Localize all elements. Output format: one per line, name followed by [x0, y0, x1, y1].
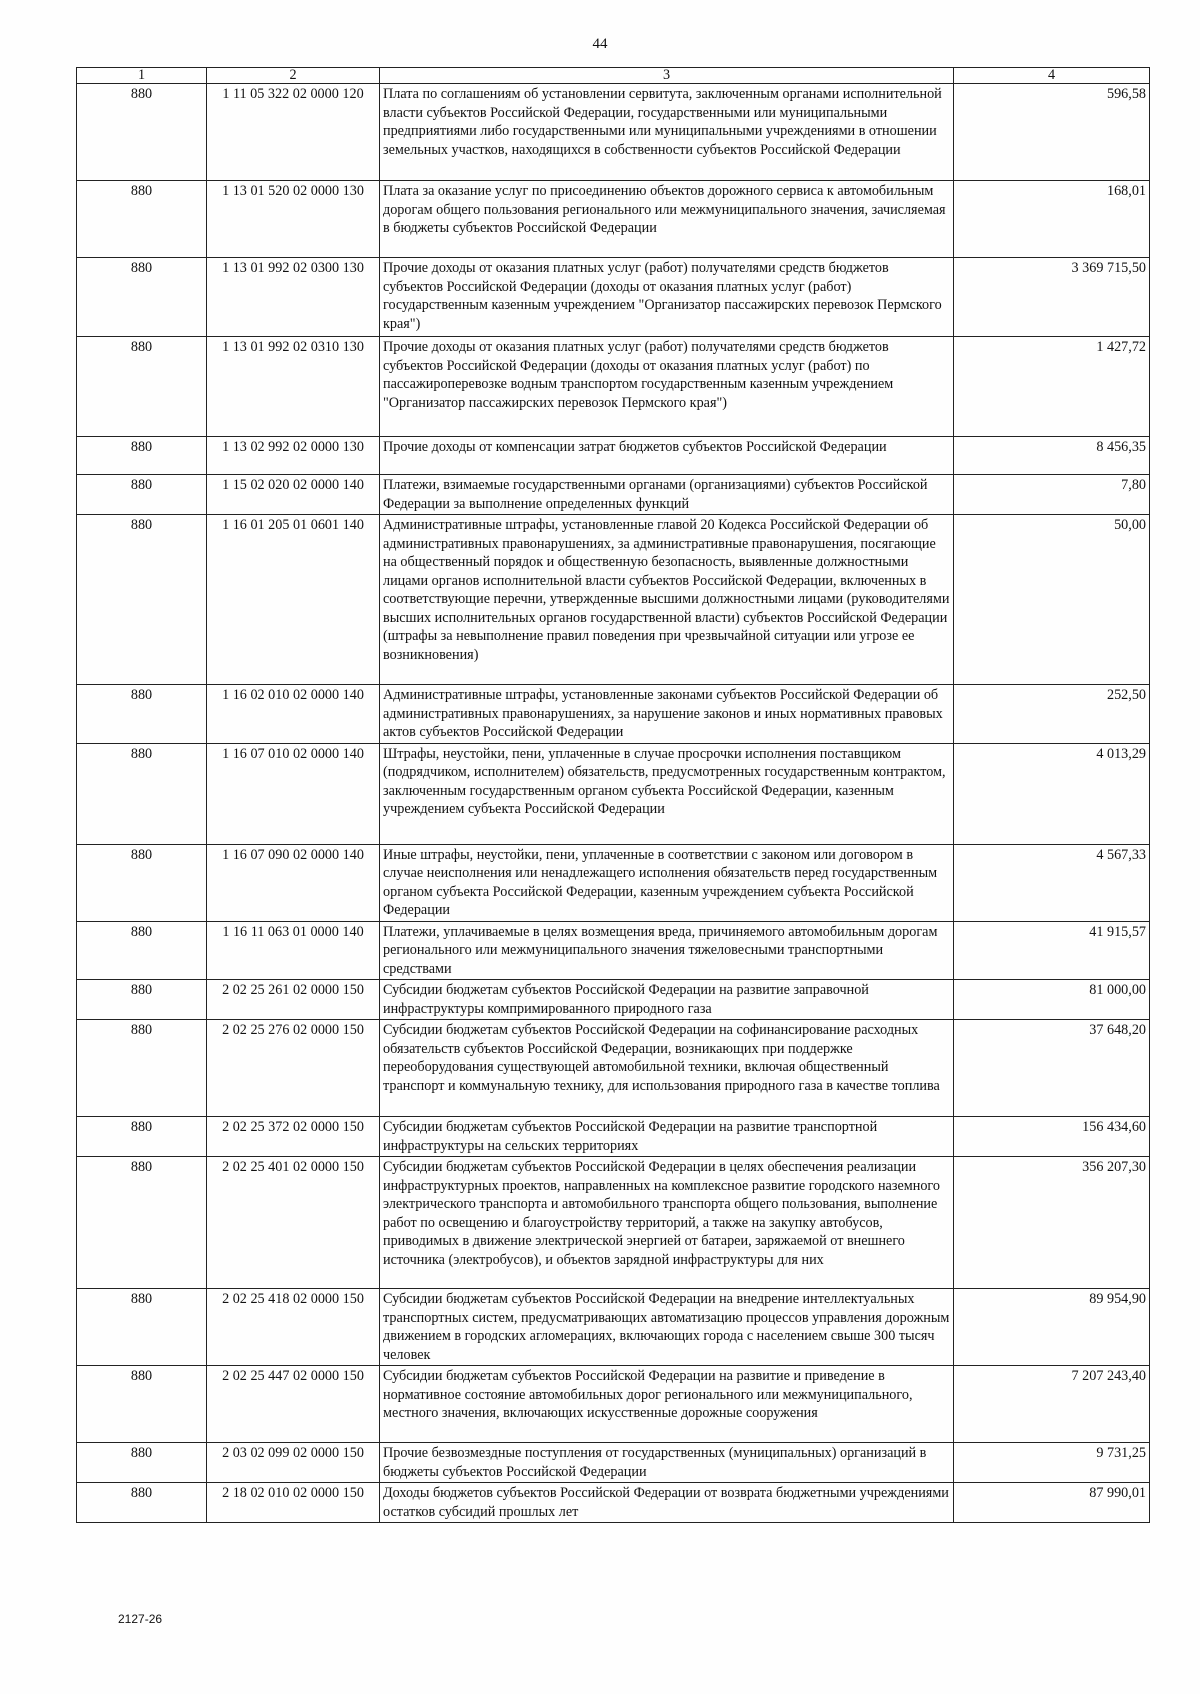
amount-cell: 1 427,72 — [954, 337, 1150, 437]
table-row — [77, 181, 1150, 258]
revenue-name-cell: Субсидии бюджетам субъектов Российской Федерации на софинансирование расходных обязательств субъектов Российской Федерации, возникающих при поддержке переоборудования существующей автомобильной техники, включая общественный транспорт и коммунальную технику, для использования природного газа в качестве топлива — [380, 1020, 954, 1117]
amount-cell: 156 434,60 — [954, 1117, 1150, 1157]
revenue-name-cell: Субсидии бюджетам субъектов Российской Федерации на развитие и приведение в нормативное состояние автомобильных дорог регионального или межмуниципального, местного значения, включающих искусственные дорожные сооружения — [380, 1366, 954, 1443]
table-row — [77, 844, 1150, 921]
admin-code-cell: 880 — [77, 437, 207, 475]
amount-cell: 8 456,35 — [954, 437, 1150, 475]
revenue-name-cell: Платежи, уплачиваемые в целях возмещения вреда, причиняемого автомобильным дорогам регионального или межмуниципального значения тяжеловесными транспортными средствами — [380, 921, 954, 980]
table-row — [77, 84, 1150, 181]
admin-code-cell: 880 — [77, 1443, 207, 1483]
table-row — [77, 475, 1150, 515]
amount-cell: 89 954,90 — [954, 1289, 1150, 1366]
admin-code-cell: 880 — [77, 844, 207, 921]
amount-cell: 81 000,00 — [954, 980, 1150, 1020]
budget-code-cell: 1 13 01 992 02 0310 130 — [207, 337, 380, 437]
table-row — [77, 1483, 1150, 1523]
table-row — [77, 1289, 1150, 1366]
admin-code-cell: 880 — [77, 1289, 207, 1366]
revenue-name-cell: Штрафы, неустойки, пени, уплаченные в случае просрочки исполнения поставщиком (подрядчиком, исполнителем) обязательств, предусмотренных государственным контрактом, заключенным государственным органом субъекта Российской Федерации, казенным учреждением субъекта Российской Федерации — [380, 743, 954, 844]
budget-code-cell: 1 15 02 020 02 0000 140 — [207, 475, 380, 515]
footer-code: 2127-26 — [118, 1612, 163, 1626]
revenue-name-cell: Субсидии бюджетам субъектов Российской Федерации в целях обеспечения реализации инфраструктурных проектов, направленных на комплексное развитие городского наземного электрического транспорта и автомобильного транспорта общего пользования, выполнение работ по освещению и благоустройству территорий, а также на закупку автобусов, приводимых в движение электрической энергией от батареи, заряжаемой от внешнего источника (электробусов), и объектов зарядной инфраструктуры для них — [380, 1157, 954, 1289]
revenue-name-cell: Прочие доходы от оказания платных услуг (работ) получателями средств бюджетов субъектов Российской Федерации (доходы от оказания платных услуг (работ) государственным казенным учреждением "Организатор пассажирских перевозок Пермского края") — [380, 258, 954, 337]
header-col-1: 1 — [77, 68, 207, 84]
revenue-name-cell: Административные штрафы, установленные главой 20 Кодекса Российской Федерации об административных правонарушениях, за административные правонарушения, посягающие на общественный порядок и общественную безопасность, выявленные должностными лицами органов исполнительной власти субъектов Российской Федерации, включенных в соответствующие перечни, утвержденные высшими должностными лицами (руководителями высших исполнительных органов государственной власти) субъектов Российской Федерации (штрафы за невыполнение правил поведения при чрезвычайной ситуации или угрозе ее возникновения) — [380, 515, 954, 685]
amount-cell: 596,58 — [954, 84, 1150, 181]
amount-cell: 50,00 — [954, 515, 1150, 685]
budget-code-cell: 1 13 01 992 02 0300 130 — [207, 258, 380, 337]
budget-code-cell: 1 13 02 992 02 0000 130 — [207, 437, 380, 475]
table-row — [77, 437, 1150, 475]
table-row — [77, 1117, 1150, 1157]
table-row — [77, 743, 1150, 844]
table-row — [77, 921, 1150, 980]
revenue-name-cell: Плата по соглашениям об установлении сервитута, заключенным органами исполнительной власти субъектов Российской Федерации, государственными или муниципальными предприятиями либо государственными или муниципальными учреждениями в отношении земельных участков, находящихся в собственности субъектов Российской Федерации — [380, 84, 954, 181]
table-row — [77, 1366, 1150, 1443]
header-col-2: 2 — [207, 68, 380, 84]
admin-code-cell: 880 — [77, 921, 207, 980]
admin-code-cell: 880 — [77, 685, 207, 744]
table-row — [77, 1443, 1150, 1483]
amount-cell: 9 731,25 — [954, 1443, 1150, 1483]
budget-code-cell: 1 16 07 090 02 0000 140 — [207, 844, 380, 921]
admin-code-cell: 880 — [77, 181, 207, 258]
table-row — [77, 258, 1150, 337]
admin-code-cell: 880 — [77, 1483, 207, 1523]
table-row — [77, 1157, 1150, 1289]
amount-cell: 252,50 — [954, 685, 1150, 744]
admin-code-cell: 880 — [77, 980, 207, 1020]
admin-code-cell: 880 — [77, 1366, 207, 1443]
admin-code-cell: 880 — [77, 475, 207, 515]
budget-code-cell: 1 16 07 010 02 0000 140 — [207, 743, 380, 844]
table-header-row — [77, 68, 1150, 84]
revenue-name-cell: Платежи, взимаемые государственными органами (организациями) субъектов Российской Федерации за выполнение определенных функций — [380, 475, 954, 515]
budget-code-cell: 2 02 25 261 02 0000 150 — [207, 980, 380, 1020]
budget-code-cell: 1 13 01 520 02 0000 130 — [207, 181, 380, 258]
revenue-name-cell: Субсидии бюджетам субъектов Российской Федерации на внедрение интеллектуальных транспортных систем, предусматривающих автоматизацию процессов управления дорожным движением в городских агломерациях, включающих города с населением свыше 300 тысяч человек — [380, 1289, 954, 1366]
budget-code-cell: 2 03 02 099 02 0000 150 — [207, 1443, 380, 1483]
admin-code-cell: 880 — [77, 258, 207, 337]
table-row — [77, 337, 1150, 437]
table-row — [77, 980, 1150, 1020]
admin-code-cell: 880 — [77, 1020, 207, 1117]
page-number: 44 — [592, 36, 608, 52]
amount-cell: 4 013,29 — [954, 743, 1150, 844]
revenue-name-cell: Иные штрафы, неустойки, пени, уплаченные в соответствии с законом или договором в случае неисполнения или ненадлежащего исполнения обязательств перед государственным органом субъекта Российской Федерации, казенным учреждением субъекта Российской Федерации — [380, 844, 954, 921]
header-col-4: 4 — [954, 68, 1150, 84]
revenue-name-cell: Прочие доходы от компенсации затрат бюджетов субъектов Российской Федерации — [380, 437, 954, 475]
budget-code-cell: 1 16 11 063 01 0000 140 — [207, 921, 380, 980]
admin-code-cell: 880 — [77, 1157, 207, 1289]
budget-code-cell: 1 16 02 010 02 0000 140 — [207, 685, 380, 744]
amount-cell: 3 369 715,50 — [954, 258, 1150, 337]
budget-code-cell: 2 02 25 372 02 0000 150 — [207, 1117, 380, 1157]
admin-code-cell: 880 — [77, 743, 207, 844]
revenue-name-cell: Прочие доходы от оказания платных услуг (работ) получателями средств бюджетов субъектов Российской Федерации (доходы от оказания платных услуг (работ) по пассажироперевозке водным транспортом государственным казенным учреждением "Организатор пассажирских перевозок Пермского края") — [380, 337, 954, 437]
amount-cell: 4 567,33 — [954, 844, 1150, 921]
header-col-3: 3 — [380, 68, 954, 84]
revenue-name-cell: Плата за оказание услуг по присоединению объектов дорожного сервиса к автомобильным дорогам общего пользования регионального или межмуниципального значения, зачисляемая в бюджеты субъектов Российской Федерации — [380, 181, 954, 258]
revenue-name-cell: Административные штрафы, установленные законами субъектов Российской Федерации об административных правонарушениях, за нарушение законов и иных нормативных правовых актов субъектов Российской Федерации — [380, 685, 954, 744]
budget-code-cell: 2 02 25 447 02 0000 150 — [207, 1366, 380, 1443]
budget-code-cell: 1 11 05 322 02 0000 120 — [207, 84, 380, 181]
amount-cell: 356 207,30 — [954, 1157, 1150, 1289]
table-row — [77, 685, 1150, 744]
amount-cell: 41 915,57 — [954, 921, 1150, 980]
table-row — [77, 515, 1150, 685]
amount-cell: 168,01 — [954, 181, 1150, 258]
budget-code-cell: 1 16 01 205 01 0601 140 — [207, 515, 380, 685]
budget-code-cell: 2 18 02 010 02 0000 150 — [207, 1483, 380, 1523]
revenue-name-cell: Субсидии бюджетам субъектов Российской Федерации на развитие заправочной инфраструктуры компримированного природного газа — [380, 980, 954, 1020]
table-row — [77, 1020, 1150, 1117]
budget-code-cell: 2 02 25 401 02 0000 150 — [207, 1157, 380, 1289]
revenue-name-cell: Прочие безвозмездные поступления от государственных (муниципальных) организаций в бюджеты субъектов Российской Федерации — [380, 1443, 954, 1483]
revenue-name-cell: Доходы бюджетов субъектов Российской Федерации от возврата бюджетными учреждениями остатков субсидий прошлых лет — [380, 1483, 954, 1523]
admin-code-cell: 880 — [77, 337, 207, 437]
admin-code-cell: 880 — [77, 1117, 207, 1157]
admin-code-cell: 880 — [77, 84, 207, 181]
amount-cell: 7 207 243,40 — [954, 1366, 1150, 1443]
revenue-table — [76, 67, 1150, 1523]
budget-code-cell: 2 02 25 276 02 0000 150 — [207, 1020, 380, 1117]
amount-cell: 7,80 — [954, 475, 1150, 515]
admin-code-cell: 880 — [77, 515, 207, 685]
budget-code-cell: 2 02 25 418 02 0000 150 — [207, 1289, 380, 1366]
revenue-name-cell: Субсидии бюджетам субъектов Российской Федерации на развитие транспортной инфраструктуры на сельских территориях — [380, 1117, 954, 1157]
amount-cell: 37 648,20 — [954, 1020, 1150, 1117]
amount-cell: 87 990,01 — [954, 1483, 1150, 1523]
